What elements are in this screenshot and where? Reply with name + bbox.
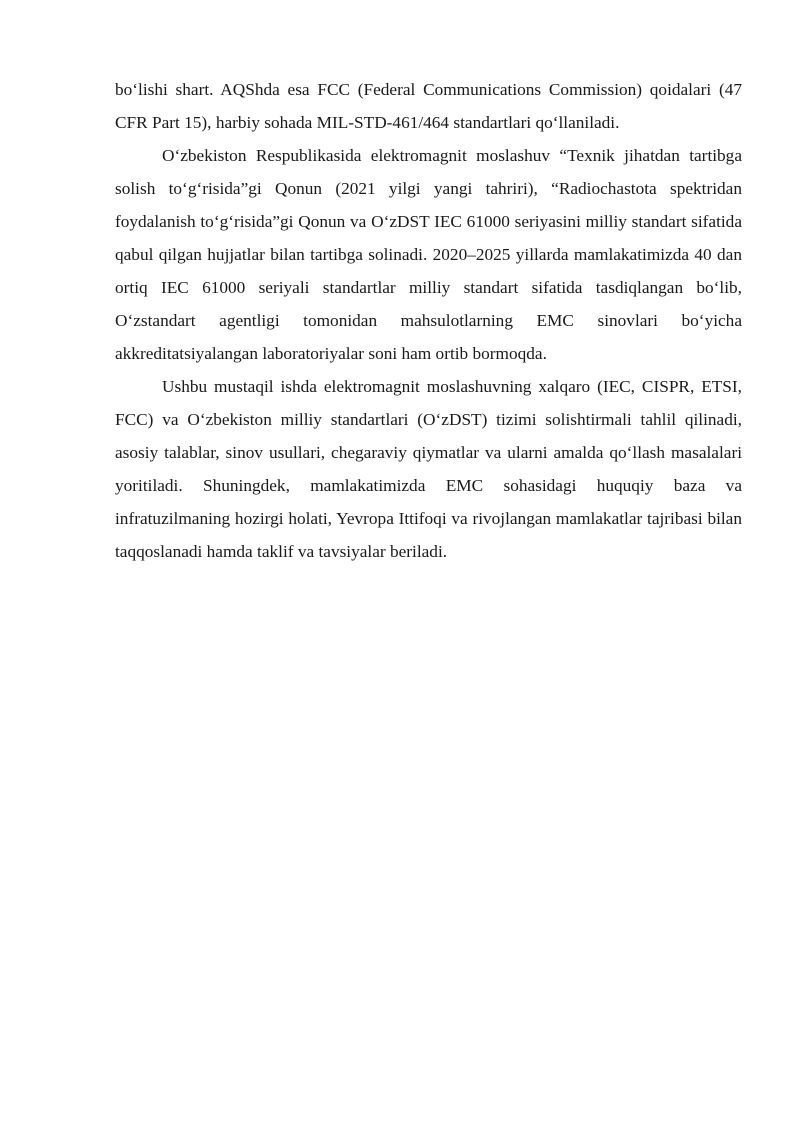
paragraph-study-scope: Ushbu mustaqil ishda elektromagnit moslashuvning xalqaro (IEC, CISPR, ETSI, FCC) va O‘zbekiston milliy standartlari (O‘zDST) tizimi solishtirmali tahlil qilinadi, asosiy talablar, sinov usullari, chegaraviy qiymatlar va ularni amalda qo‘llash masalalari yoritiladi. Shuningdek, mamlakatimizda EMC sohasidagi huquqiy baza va infratuzilmaning hozirgi holati, Yevropa Ittifoqi va rivojlangan mamlakatlar tajribasi bilan taqqoslanadi hamda taklif va tavsiyalar beriladi. xyxy=(115,377,742,561)
paragraph-legal-framework: O‘zbekiston Respublikasida elektromagnit moslashuv “Texnik jihatdan tartibga solish to‘g‘risida”gi Qonun (2021 yilgi yangi tahriri), “Radiochastota spektridan foydalanish to‘g‘risida”gi Qonun va O‘zDST IEC 61000 seriyasini milliy standart sifatida qabul qilgan hujjatlar bilan tartibga solinadi. 2020–2025 yillarda mamlakatimizda 40 dan ortiq IEC 61000 seriyali standartlar milliy standart sifatida tasdiqlangan bo‘lib, O‘zstandart agentligi tomonidan mahsulotlarning EMC sinovlari bo‘yicha akkreditatsiyalangan laboratoriyalar soni ham ortib bormoqda. xyxy=(115,146,742,363)
body-text xyxy=(115,73,742,568)
paragraph-continuation: bo‘lishi shart. AQShda esa FCC (Federal Communications Commission) qoidalari (47 CFR Part 15), harbiy sohada MIL-STD-461/464 standartlari qo‘llaniladi. xyxy=(115,80,742,132)
